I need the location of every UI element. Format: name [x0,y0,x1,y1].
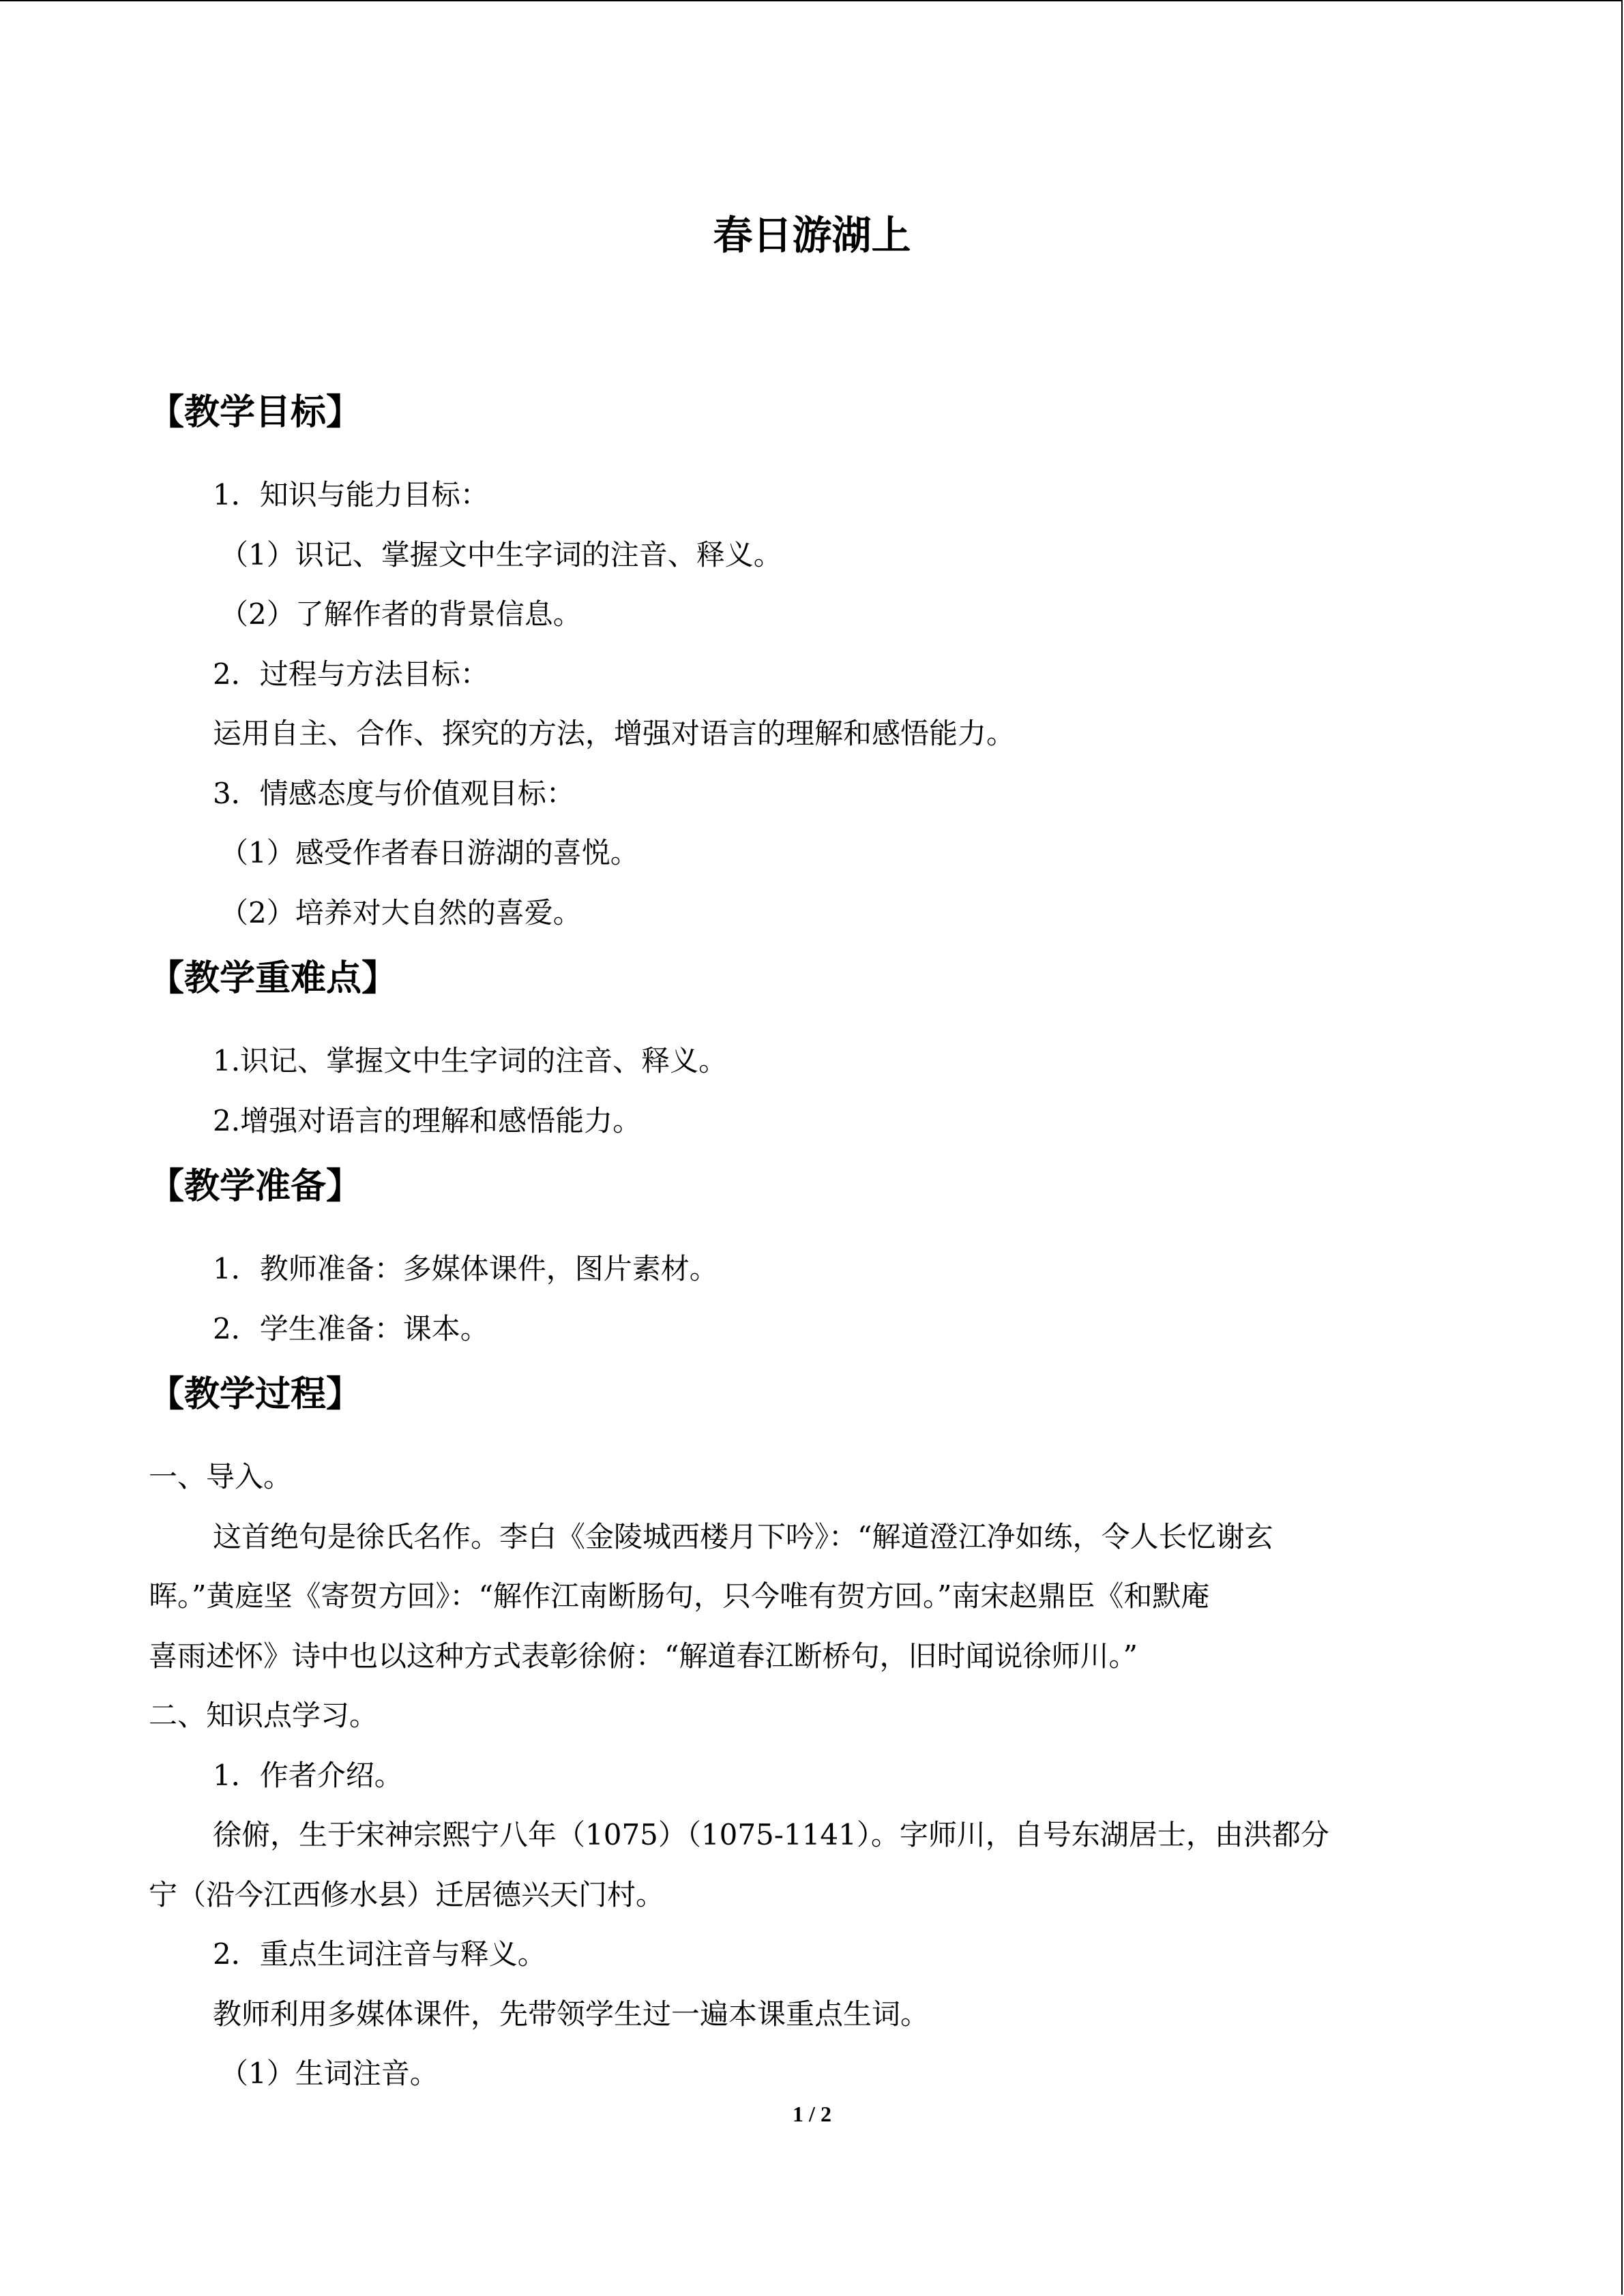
body-line: 晖。”黄庭坚《寄贺方回》：“解作江南断肠句，只今唯有贺方回。”南宋赵鼎臣《和默庵 [149,1579,1210,1613]
body-line: 喜雨述怀》诗中也以这种方式表彰徐俯：“解道春江断桥句，旧时闻说徐师川。” [149,1639,1138,1673]
body-line: 一、导入。 [149,1460,293,1493]
section-heading-objectives: 【教学目标】 [149,392,362,433]
body-line: 徐俯，生于宋神宗熙宁八年（1075）（1075-1141）。字师川，自号东湖居士，由洪都分 [213,1818,1329,1851]
body-line: 二、知识点学习。 [149,1699,379,1732]
body-line: 宁（沿今江西修水县）迁居德兴天门村。 [149,1878,665,1911]
document-title: 春日游湖上 [713,212,911,258]
body-line: （1）识记、掌握文中生字词的注音、释义。 [220,538,782,571]
body-line: 教师利用多媒体课件，先带领学生过一遍本课重点生词。 [213,1997,930,2031]
section-heading-preparation: 【教学准备】 [149,1166,362,1207]
body-line: （1）生词注音。 [220,2057,439,2090]
section-heading-process: 【教学过程】 [149,1374,362,1415]
body-line: 1．知识与能力目标： [213,478,489,511]
body-line: （1）感受作者春日游湖的喜悦。 [220,836,639,869]
body-line: 2．学生准备：课本。 [213,1312,489,1345]
body-line: 2．重点生词注音与释义。 [213,1937,546,1971]
body-line: 这首绝句是徐氏名作。李白《金陵城西楼月下吟》：“解道澄江净如练，令人长忆谢玄 [213,1520,1273,1553]
body-line: 运用自主、合作、探究的方法，增强对语言的理解和感悟能力。 [213,717,1016,750]
body-line: 3．情感态度与价值观目标： [213,777,575,810]
body-line: （2）了解作者的背景信息。 [220,597,582,631]
body-line: 2.增强对语言的理解和感悟能力。 [213,1104,642,1137]
body-line: 1.识记、掌握文中生字词的注音、释义。 [213,1044,728,1077]
page-number: 1 / 2 [793,2102,831,2126]
body-line: 2．过程与方法目标： [213,657,489,691]
body-line: 1．教师准备：多媒体课件，图片素材。 [213,1252,718,1285]
body-line: （2）培养对大自然的喜爱。 [220,896,582,929]
body-line: 1．作者介绍。 [213,1759,403,1792]
section-heading-key-points: 【教学重难点】 [149,958,398,999]
